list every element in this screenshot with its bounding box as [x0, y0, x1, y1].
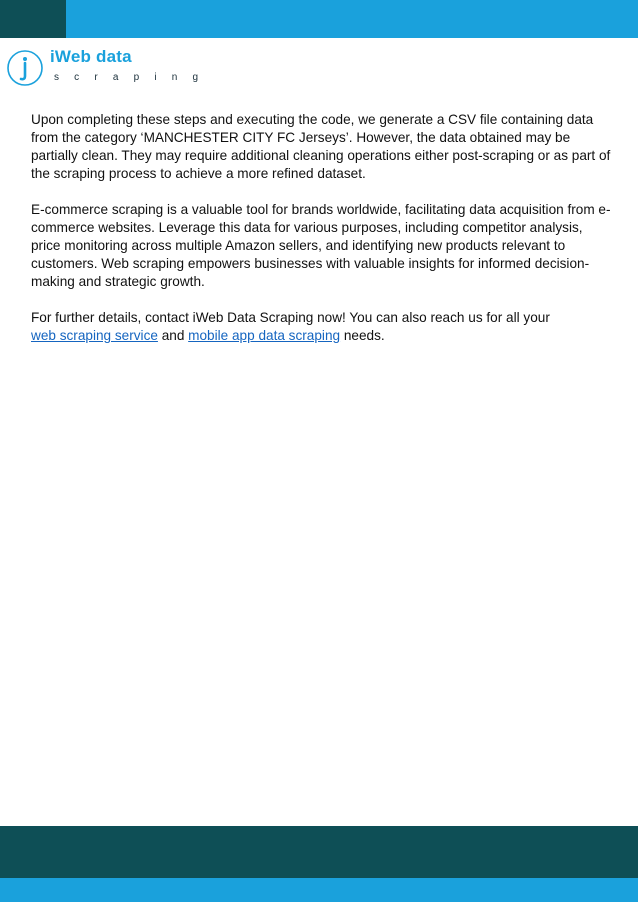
logo-tagline: s c r a p i n g — [54, 72, 205, 83]
paragraph-contact — [31, 309, 611, 345]
iweb-data-scraping-logo — [6, 46, 205, 90]
document-body — [31, 111, 611, 363]
paragraph-csv-output: Upon completing these steps and executing the code, we generate a CSV file containing data from the category ‘MANCHESTER CITY FC Jerseys’. However, the data obtained may be partially clean. They may require additional cleaning operations either post-scraping or as part of the scraping process to achieve a more refined dataset. — [31, 112, 611, 181]
contact-and-text: and — [157, 328, 189, 343]
contact-lead-text: For further details, contact iWeb Data Scraping now! You can also reach us for all your — [31, 310, 550, 325]
contact-tail-text: needs. — [340, 328, 385, 343]
mobile-app-data-scraping-link[interactable]: mobile app data scraping — [188, 328, 341, 343]
footer-dark-bar — [0, 826, 638, 878]
logo-brand-text: iWeb data — [50, 47, 132, 66]
logo-circle-icon — [6, 46, 46, 90]
web-scraping-service-link[interactable]: web scraping service — [31, 328, 158, 343]
top-banner-accent — [0, 0, 66, 38]
footer-accent-bar — [0, 878, 638, 902]
top-banner-bar — [0, 0, 638, 38]
paragraph-ecommerce-scraping: E-commerce scraping is a valuable tool for brands worldwide, facilitating data acquisition from e-commerce websites. Leverage this data for various purposes, including competitor analysis, price monitoring across multiple Amazon sellers, and identifying new products relevant to customers. Web scraping empowers businesses with valuable insights for informed decision-making and strategic growth. — [31, 202, 611, 289]
